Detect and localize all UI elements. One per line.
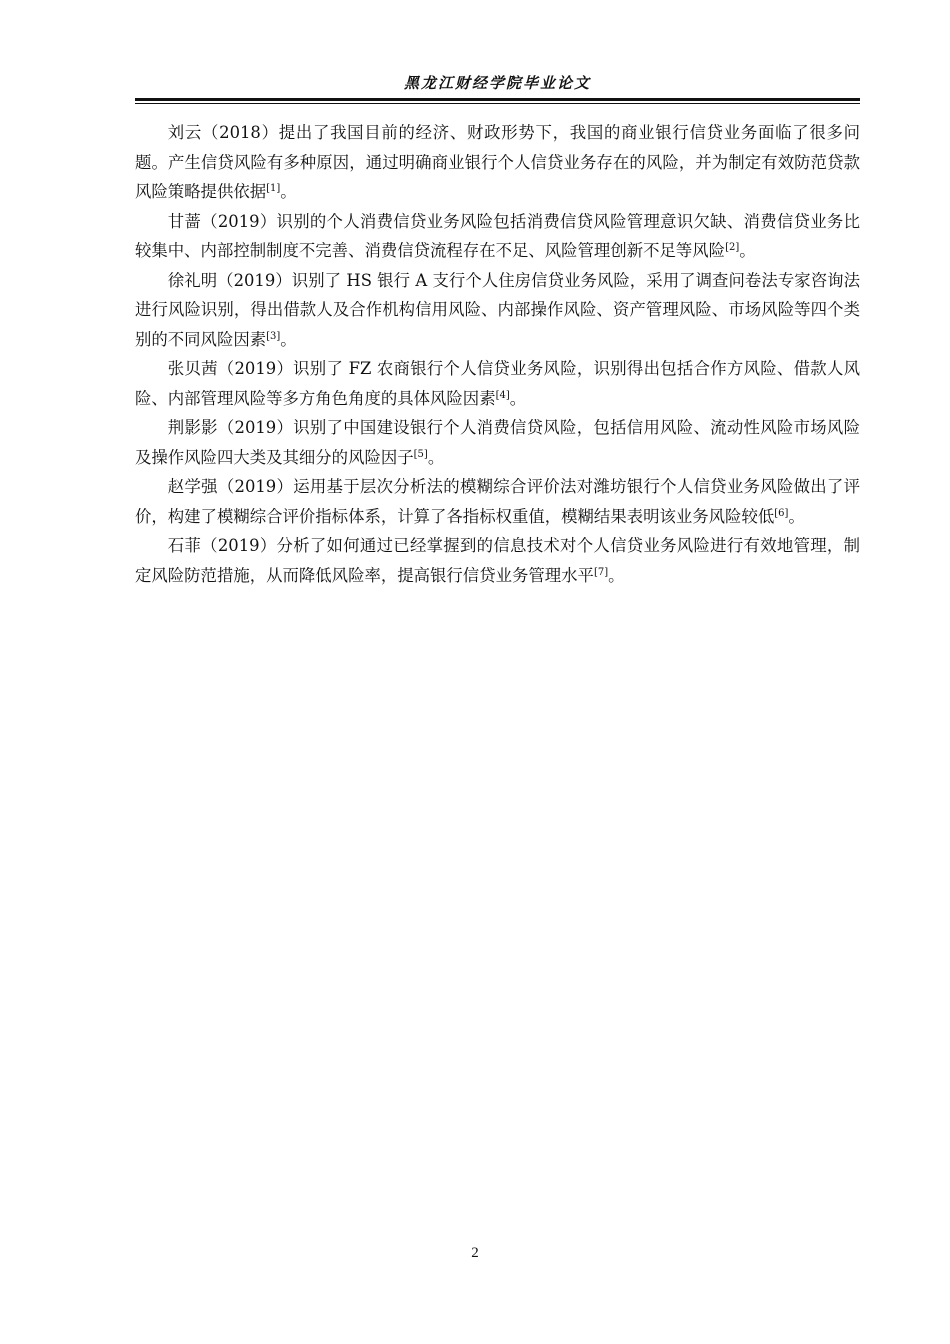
paragraph-zhang-beiqian <box>135 354 860 413</box>
paragraph-liu-yun <box>135 118 860 207</box>
paragraph-jing-yingying <box>135 413 860 472</box>
citation-marker: [7] <box>593 566 609 578</box>
citation-marker: [2] <box>725 242 740 253</box>
paragraph-tail: 。 <box>427 447 445 467</box>
paragraph-text: 徐礼明（2019）识别了 HS 银行 A 支行个人住房信贷业务风险，采用了调查问卷法专家咨询法进行风险识别，得出借款人及合作机构信用风险、内部操作风险、资产管理风险、市场风险等四个类别的不同风险因素 <box>135 270 860 349</box>
paragraph-zhao-xueqiang <box>135 472 860 531</box>
body-text <box>135 118 860 590</box>
citation-marker: [6] <box>774 507 789 519</box>
paragraph-tail: 。 <box>788 506 805 526</box>
page-header-title: 黑龙江财经学院毕业论文 <box>403 74 591 92</box>
paragraph-xu-liming <box>135 266 860 355</box>
citation-marker: [5] <box>413 448 428 460</box>
paragraph-tail: 。 <box>739 241 756 260</box>
paragraph-tail: 。 <box>509 388 527 408</box>
paragraph-text: 石菲（2019）分析了如何通过已经掌握到的信息技术对个人信贷业务风险进行有效地管理，制定风险防范措施，从而降低风险率，提高银行信贷业务管理水平 <box>135 536 860 585</box>
paragraph-tail: 。 <box>608 565 625 585</box>
header-rule-thick <box>135 98 860 101</box>
header-rule-thin <box>135 103 860 104</box>
page-number: 2 <box>471 1245 479 1261</box>
paragraph-text: 刘云（2018）提出了我国目前的经济、财政形势下，我国的商业银行信贷业务面临了很多问题。产生信贷风险有多种原因，通过明确商业银行个人信贷业务存在的风险，并为制定有效防范贷款风险策略提供依据 <box>135 123 860 201</box>
paragraph-shi-fei <box>135 531 860 590</box>
paragraph-text: 张贝茜（2019）识别了 FZ 农商银行个人信贷业务风险，识别得出包括合作方风险、借款人风险、内部管理风险等多方角色角度的具体风险因素 <box>135 359 860 408</box>
paragraph-text: 赵学强（2019）运用基于层次分析法的模糊综合评价法对潍坊银行个人信贷业务风险做出了评价，构建了模糊综合评价指标体系，计算了各指标权重值，模糊结果表明该业务风险较低 <box>135 477 860 526</box>
paragraph-text: 荆影影（2019）识别了中国建设银行个人消费信贷风险，包括信用风险、流动性风险市场风险及操作风险四大类及其细分的风险因子 <box>135 418 860 467</box>
paragraph-gan-qiang <box>135 207 860 266</box>
citation-marker: [4] <box>495 389 510 401</box>
citation-marker: [1] <box>266 183 281 194</box>
paragraph-tail: 。 <box>280 329 297 349</box>
citation-marker: [3] <box>266 330 281 342</box>
paragraph-text: 甘蔷（2019）识别的个人消费信贷业务风险包括消费信贷风险管理意识欠缺、消费信贷业务比较集中、内部控制制度不完善、消费信贷流程存在不足、风险管理创新不足等风险 <box>135 211 860 260</box>
paragraph-tail: 。 <box>280 182 297 201</box>
